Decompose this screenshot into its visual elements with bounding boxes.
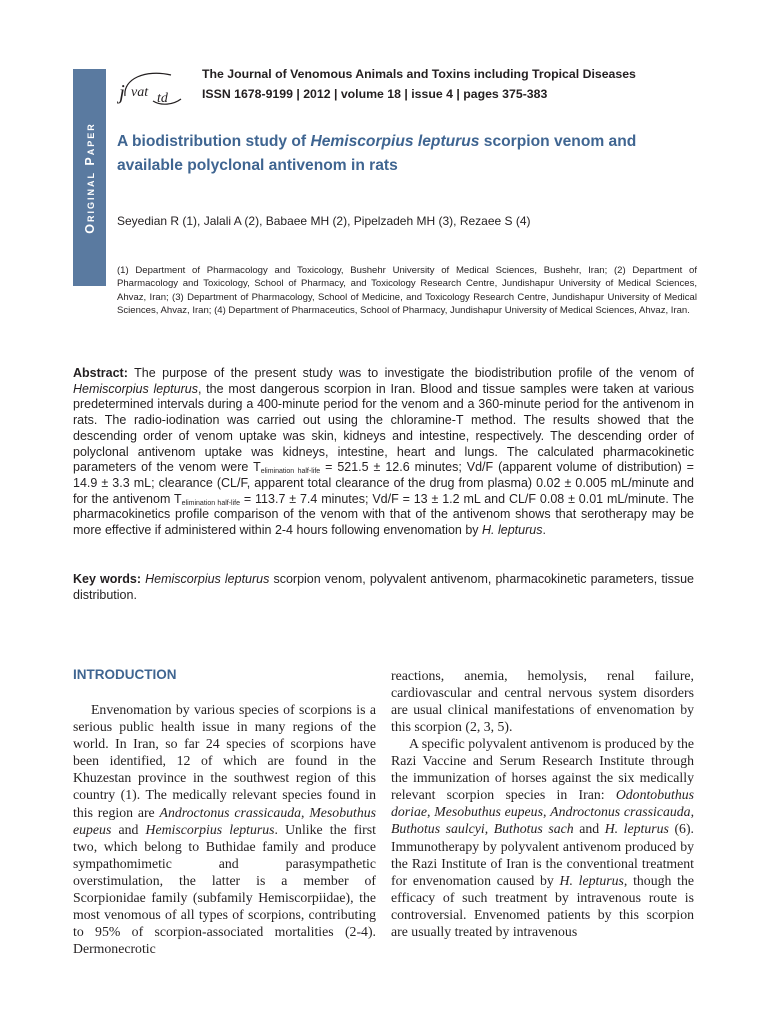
body-text: . Unlike the first two, which belong to Buthidae family and produce sympathomimetic and parasympathetic overstimulation, the latter is a member of Scorpionidae family (subfamily Hemiscorpiidae), the most venomous of all types of scorpions, contributing to 95% of scorpion-associated mortalities (2-4). Dermonecrotic — [73, 821, 376, 957]
intro-paragraph-1-continued: reactions, anemia, hemolysis, renal failure, cardiovascular and central nervous system disorders are usual clinical manifestations of envenomation by this scorpion (2, 3, 5). — [391, 668, 694, 735]
keywords-text: scorpion venom, polyvalent antivenom, pharmacokinetic parameters, tissue distribution. — [73, 572, 694, 602]
keywords — [73, 572, 694, 603]
body-text: A specific polyvalent antivenom is produced by the Razi Vaccine and Serum Research Institute through the immunization of horses against the six medically relevant scorpion species in Iran: — [391, 736, 694, 803]
abstract-text: , the most dangerous scorpion in Iran. Blood and tissue samples were taken at various predetermined intervals during a 400-minute period for the venom and a 360-minute period for the antivenom in rats. The radio-iodination was carried out using the chloramine-T method. The results showed that the descending order of venom uptake was skin, kidneys and intestine, respectively. The descending order of polyclonal antivenom uptake was kidneys, intestine, heart and lungs. The calculated pharmacokinetic parameters of the venom were T — [73, 381, 694, 475]
journal-name: The Journal of Venomous Animals and Toxins including Tropical Diseases — [202, 67, 636, 81]
section-label — [73, 69, 106, 286]
authors: Seyedian R (1), Jalali A (2), Babaee MH (2), Pipelzadeh MH (3), Rezaee S (4) — [117, 214, 531, 228]
logo-j: j — [119, 80, 125, 104]
abstract-species: H. lepturus — [482, 523, 543, 538]
species-name: Buthotus sach — [493, 821, 574, 837]
body-text: and — [573, 821, 605, 837]
body-text: , — [484, 821, 494, 837]
species-name: H. lepturus — [604, 821, 669, 837]
species-name: Buthotus saulcyi — [391, 821, 485, 837]
intro-paragraph-1 — [73, 701, 376, 957]
species-name: Androctonus crassicauda — [550, 804, 691, 820]
abstract-label: Abstract: — [73, 366, 128, 380]
title-species: Hemiscorpius lepturus — [310, 133, 480, 150]
abstract-text: = 113.7 ± 7.4 minutes; Vd/F = 13 ± 1.2 mL and CL/F 0.08 ± 0.01 mL/minute. The pharmacokinetics profile comparison of the venom with that of the antivenom shows that serotherapy may be more effective if administered within 2-4 hours following envenomation by — [73, 491, 694, 538]
abstract-text: . — [542, 523, 546, 538]
section-label-text: Original Paper — [82, 121, 97, 234]
body-text: (6). Immunotherapy by polyvalent antivenom produced by the Razi Institute of Iran is the conventional treatment for envenomation caused by — [391, 821, 694, 888]
section-label-bar — [73, 69, 106, 286]
body-text: , — [427, 804, 435, 820]
body-text: and — [111, 821, 146, 837]
species-name: Mesobuthus eupeus — [434, 804, 543, 820]
abstract-subscript: elimination half-life — [181, 499, 241, 507]
article-title — [117, 130, 702, 178]
species-name: H. lepturus — [559, 872, 624, 888]
intro-paragraph-2 — [391, 735, 694, 940]
species-name: Androctonus crassicauda — [159, 804, 302, 820]
body-text: , — [542, 804, 551, 820]
abstract — [73, 366, 694, 539]
species-name: Odontobuthus doriae — [391, 787, 694, 820]
keywords-species: Hemiscorpius lepturus — [145, 572, 270, 586]
body-text: , — [301, 804, 310, 820]
section-heading-introduction: INTRODUCTION — [73, 667, 177, 682]
abstract-text: = 521.5 ± 12.6 minutes; Vd/F (apparent volume of distribution) = 14.9 ± 3.3 mL; clearance (CL/F, apparent total clearance of the drug from plasma) 0.02 ± 0.005 mL/minute and for the antivenom T — [73, 460, 694, 506]
keywords-label: Key words: — [73, 572, 141, 586]
abstract-subscript: elimination half-life — [260, 468, 321, 476]
body-text: Envenomation by various species of scorpions is a serious public health issue in many regions of the world. In Iran, so far 24 species of scorpions have been identified, 12 of which are found in the Khuzestan province in the southwest region of this country (1). The medically relevant species found in this region are — [73, 702, 376, 820]
species-name: Hemiscorpius lepturus — [145, 821, 275, 837]
body-text: , though the efficacy of such treatment by intravenous route is controversial. Envenomed patients by this scorpion are usually treated by intravenous — [391, 872, 694, 940]
title-text: A biodistribution study of — [117, 133, 311, 150]
logo-vat: vat — [131, 85, 149, 100]
logo-td: td — [157, 91, 168, 106]
abstract-text: The purpose of the present study was to investigate the biodistribution profile of the venom of — [127, 366, 694, 380]
abstract-species: Hemiscorpius lepturus — [73, 381, 198, 396]
body-text: , — [690, 804, 695, 820]
journal-issue-info: ISSN 1678-9199 | 2012 | volume 18 | issue 4 | pages 375-383 — [202, 87, 548, 101]
title-text-end: scorpion venom and available polyclonal antivenom in rats — [117, 133, 637, 174]
journal-logo — [117, 69, 187, 107]
affiliations: (1) Department of Pharmacology and Toxicology, Bushehr University of Medical Sciences, Bushehr, Iran; (2) Department of Pharmacology and Toxicology, School of Pharmacy, and Toxicology Research Centre, Jundishapur University of Medical Sciences, Ahvaz, Iran; (3) Department of Pharmacology, School of Medicine, and Toxicology Research Centre, Jundishapur University of Medical Sciences, Ahvaz, Iran; (4) Department of Pharmaceutics, School of Pharmacy, Jundishapur University of Medical Sciences, Ahvaz, Iran. — [117, 265, 697, 316]
species-name: Mesobuthus eupeus — [73, 804, 376, 837]
